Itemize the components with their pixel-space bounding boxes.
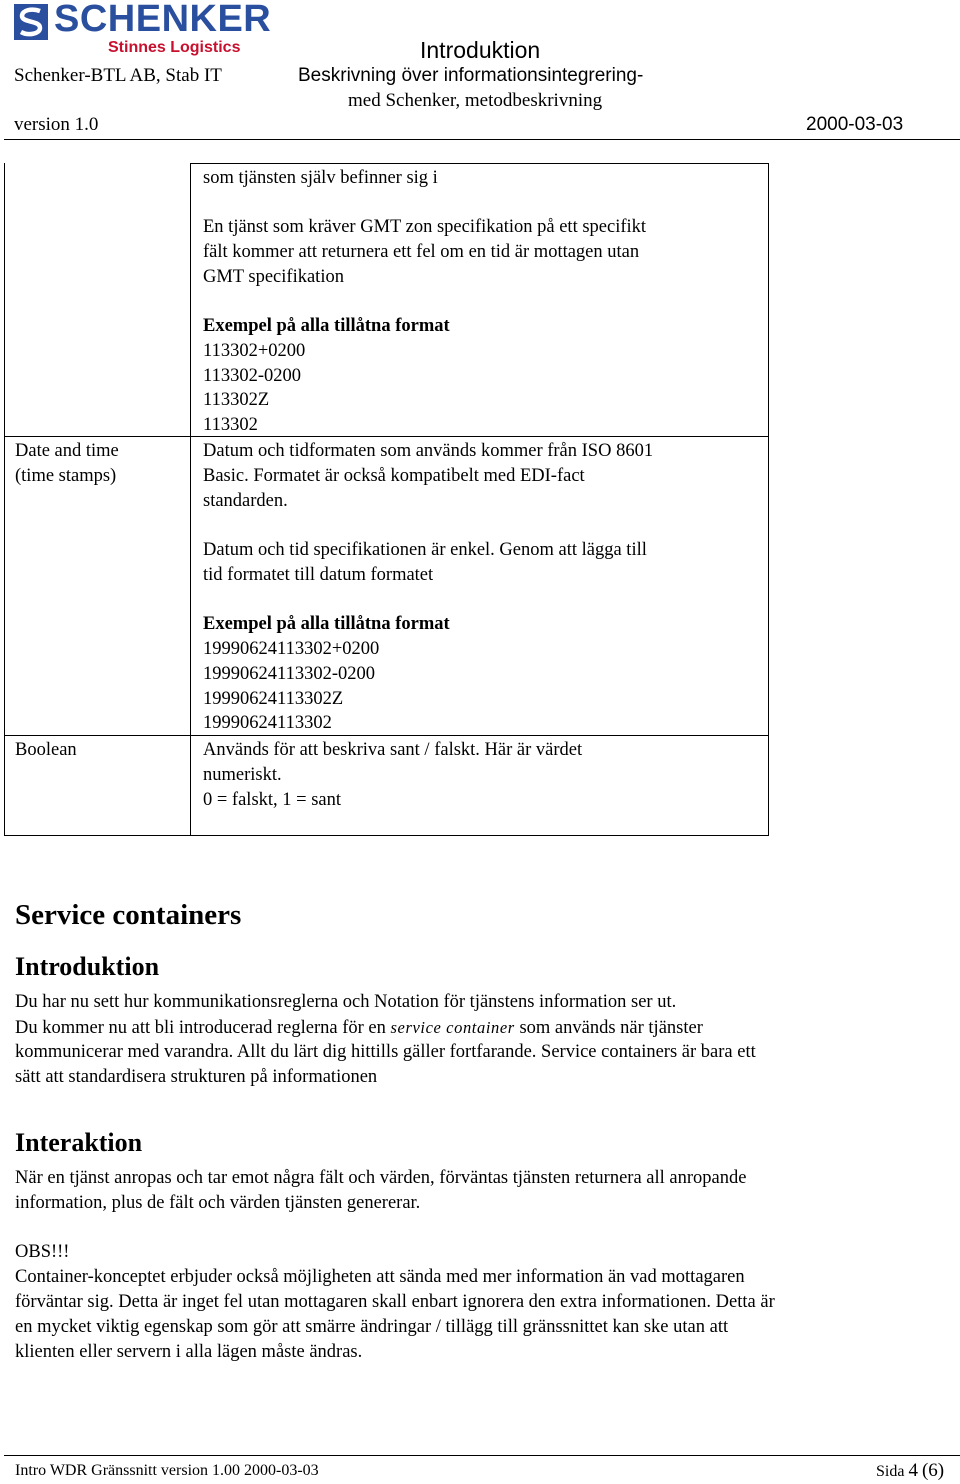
- obs-label: OBS!!!: [15, 1242, 70, 1262]
- header-rule: [4, 139, 960, 140]
- row-label-datetime-sub: (time stamps): [15, 466, 117, 486]
- logo-wordmark: SCHENKER: [54, 0, 272, 40]
- row-divider-2: [4, 735, 769, 736]
- heading-interaktion: Interaktion: [15, 1128, 143, 1157]
- paragraph-text: Du kommer nu att bli introducerad reglerna för en: [15, 1018, 386, 1038]
- example-value: 19990624113302: [203, 713, 332, 733]
- page-number: [876, 1460, 944, 1482]
- logo-mark-icon: [14, 4, 48, 40]
- example-value: 113302-0200: [203, 366, 301, 386]
- example-value: 19990624113302-0200: [203, 664, 375, 684]
- header-date: 2000-03-03: [806, 114, 904, 135]
- paragraph-line: information, plus de fält och värden tjänsten genererar.: [15, 1193, 421, 1213]
- example-value: 113302Z: [203, 390, 270, 410]
- table-text: En tjänst som kräver GMT zon specifikation på ett specifikt: [203, 217, 647, 237]
- logo-subtitle: Stinnes Logistics: [108, 39, 241, 56]
- footer-doc-info: Intro WDR Gränssnitt version 1.00 2000-03-03: [15, 1462, 319, 1479]
- paragraph-line: När en tjänst anropas och tar emot några fält och värden, förväntas tjänsten returnera all anropande: [15, 1168, 747, 1188]
- paragraph-line: klienten eller servern i alla lägen måste ändras.: [15, 1342, 363, 1362]
- example-heading: Exempel på alla tillåtna format: [203, 316, 450, 336]
- term-service-container: service container: [390, 1018, 515, 1037]
- company-name: Schenker-BTL AB, Stab IT: [14, 65, 222, 86]
- section-title: Introduktion: [420, 37, 541, 63]
- row-label-boolean: Boolean: [15, 740, 77, 760]
- table-text: Basic. Formatet är också kompatibelt med EDI-fact: [203, 466, 585, 486]
- table-text: Datum och tid specifikationen är enkel. Genom att lägga till: [203, 540, 647, 560]
- version-label: version 1.0: [14, 114, 99, 135]
- page-current: 4: [908, 1460, 918, 1481]
- table-text: GMT specifikation: [203, 267, 344, 287]
- paragraph-line: sätt att standardisera strukturen på informationen: [15, 1067, 378, 1087]
- page-label: Sida: [876, 1463, 905, 1480]
- table-text: Används för att beskriva sant / falskt. Här är värdet: [203, 740, 583, 760]
- example-value: 113302: [203, 415, 258, 435]
- example-value: 113302+0200: [203, 341, 306, 361]
- document-title-line1: Beskrivning över informationsintegrering-: [298, 65, 644, 86]
- table-text: som tjänsten själv befinner sig i: [203, 168, 438, 188]
- document-title-line2: med Schenker, metodbeskrivning: [348, 90, 603, 111]
- page-total: (6): [921, 1460, 945, 1481]
- table-text: fält kommer att returnera ett fel om en tid är mottagen utan: [203, 242, 640, 262]
- paragraph-line: förväntar sig. Detta är inget fel utan mottagaren skall enbart ignorera den extra informationen. Detta är: [15, 1292, 775, 1312]
- paragraph-text: som används när tjänster: [519, 1018, 703, 1038]
- row-divider-1: [4, 436, 769, 437]
- footer-rule: [4, 1455, 960, 1456]
- example-value: 19990624113302+0200: [203, 639, 380, 659]
- table-text: numeriskt.: [203, 765, 282, 785]
- table-text: standarden.: [203, 491, 288, 511]
- example-heading: Exempel på alla tillåtna format: [203, 614, 450, 634]
- row-label-datetime: Date and time: [15, 441, 119, 461]
- heading-service-containers: Service containers: [15, 899, 242, 931]
- example-value: 19990624113302Z: [203, 689, 344, 709]
- paragraph-line: kommunicerar med varandra. Allt du lärt dig hittills gäller fortfarande. Service containers är bara ett: [15, 1042, 756, 1062]
- paragraph-line: [15, 1015, 703, 1041]
- paragraph-line: Container-konceptet erbjuder också möjligheten att sända med mer information än vad mottagaren: [15, 1267, 745, 1287]
- schenker-logo: [14, 0, 272, 62]
- table-top-border: [191, 163, 769, 164]
- heading-introduktion: Introduktion: [15, 952, 160, 981]
- paragraph-line: en mycket viktig egenskap som gör att smärre ändringar / tillägg till gränssnittet kan ske utan att: [15, 1317, 729, 1337]
- paragraph-line: Du har nu sett hur kommunikationsreglerna och Notation för tjänstens information ser ut.: [15, 992, 677, 1012]
- table-text: 0 = falskt, 1 = sant: [203, 790, 342, 810]
- table-text: Datum och tidformaten som används kommer från ISO 8601: [203, 441, 654, 461]
- table-text: tid formatet till datum formatet: [203, 565, 434, 585]
- table-bottom-border: [4, 835, 769, 836]
